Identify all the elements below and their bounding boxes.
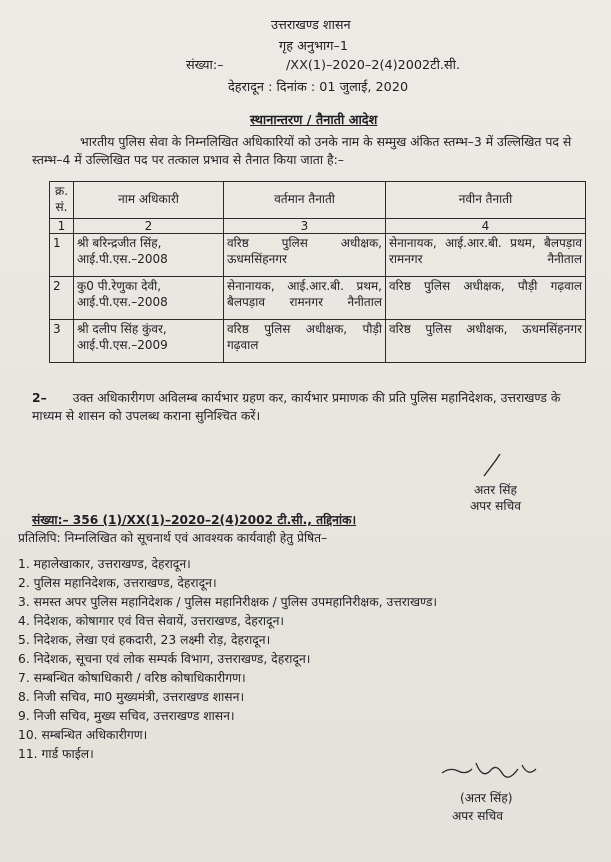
list-item: 6. निदेशक, सूचना एवं लोक सम्पर्क विभाग, उत्तराखण्ड, देहरादून।: [18, 652, 311, 666]
order-number: /XX(1)–2020–2(4)2002टी.सी.: [286, 58, 461, 73]
compliance-paragraph: [32, 389, 592, 425]
cell-sn: 1: [50, 234, 74, 277]
col-header-new: नवीन तैनाती: [386, 182, 586, 219]
cell-new: वरिष्ठ पुलिस अधीक्षक, पौड़ी गढ़वाल: [386, 277, 586, 320]
table-row: [50, 320, 586, 363]
table-row: [50, 234, 586, 277]
govt-heading: उत्तराखण्ड शासन: [271, 18, 351, 33]
cell-sn: 2: [50, 277, 74, 320]
signatory-designation: अपर सचिव: [452, 808, 504, 823]
cell-name: श्री बरिन्द्रजीत सिंह, आई.पी.एस.–2008: [74, 234, 224, 277]
compliance-text: उक्त अधिकारीगण अविलम्ब कार्यभार ग्रहण कर, कार्यभार प्रमाणक की प्रति पुलिस महानिदेशक, उत्तराखण्ड के माध्यम से शासन को उपलब्ध कराना सुनिश्चित करें।: [32, 390, 561, 423]
col-header-current: वर्तमान तैनाती: [224, 182, 386, 219]
list-item: 2. पुलिस महानिदेशक, उत्तराखण्ड, देहरादून।: [18, 576, 217, 590]
col-number: 4: [386, 219, 586, 234]
transfer-table: [49, 181, 586, 363]
intro-paragraph: भारतीय पुलिस सेवा के निम्नलिखित अधिकारियों को उनके नाम के सम्मुख अंकित स्तम्भ–3 में उल्लिखित पद से स्तम्भ–4 में उल्लिखित पद पर तत्काल प्रभाव से तैनात किया जाता है:–: [32, 134, 572, 167]
signature-block-2: [432, 765, 513, 823]
col-number: 2: [74, 219, 224, 234]
cell-name: कु0 पी.रेणुका देवी, आई.पी.एस.–2008: [74, 277, 224, 320]
signature-scribble-icon: [476, 452, 516, 478]
place-date: देहरादून : दिनांक : 01 जुलाई, 2020: [228, 80, 409, 95]
signature-block-1: [470, 452, 522, 515]
list-item: 7. सम्बन्धित कोषाधिकारी / वरिष्ठ कोषाधिकारीगण।: [18, 671, 246, 685]
copy-reference: संख्या:– 356 (1)/XX(1)–2020–2(4)2002 टी.सी., तद्दिनांक।: [32, 513, 357, 527]
signatory-name: अतर सिंह: [474, 482, 517, 497]
order-number-label: संख्या:–: [186, 58, 224, 73]
list-item: 8. निजी सचिव, मा0 मुख्यमंत्री, उत्तराखण्ड शासन।: [18, 690, 245, 704]
list-item: 9. निजी सचिव, मुख्य सचिव, उत्तराखण्ड शासन।: [18, 709, 235, 723]
order-title: स्थानान्तरण / तैनाती आदेश: [250, 113, 378, 128]
cell-name: श्री दलीप सिंह कुंवर, आई.पी.एस.–2009: [74, 320, 224, 363]
list-item: 5. निदेशक, लेखा एवं हकदारी, 23 लक्ष्मी रोड़, देहरादून।: [18, 633, 271, 647]
list-item: 1. महालेखाकार, उत्तराखण्ड, देहरादून।: [18, 557, 191, 571]
cell-current: वरिष्ठ पुलिस अधीक्षक, ऊधमसिंहनगर: [224, 234, 386, 277]
col-header-sn: क्र. सं.: [50, 182, 74, 219]
list-item: 11. गार्ड फाईल।: [18, 747, 94, 761]
col-number: 3: [224, 219, 386, 234]
cell-current: सेनानायक, आई.आर.बी. प्रथम, बैलपड़ाव रामनगर नैनीताल: [224, 277, 386, 320]
list-item: 3. समस्त अपर पुलिस महानिदेशक / पुलिस महानिरीक्षक / पुलिस उपमहानिरीक्षक, उत्तराखण्ड।: [18, 595, 438, 609]
cell-new: वरिष्ठ पुलिस अधीक्षक, ऊधमसिंहनगर: [386, 320, 586, 363]
table-row: [50, 277, 586, 320]
signatory-designation: अपर सचिव: [470, 498, 522, 513]
list-item: 4. निदेशक, कोषागार एवं वित्त सेवायें, उत्तराखण्ड, देहरादून।: [18, 614, 285, 628]
list-item: 10. सम्बन्धित अधिकारीगण।: [18, 728, 148, 742]
col-header-name: नाम अधिकारी: [74, 182, 224, 219]
paragraph-number: 2–: [32, 390, 47, 405]
signatory-name: (अतर सिंह): [460, 791, 513, 805]
section-heading: गृह अनुभाग–1: [279, 39, 349, 54]
recipient-list: [18, 555, 437, 764]
cell-sn: 3: [50, 320, 74, 363]
col-number: 1: [50, 219, 74, 234]
copy-intro: प्रतिलिपि: निम्नलिखित को सूचनार्थ एवं आवश्यक कार्यवाही हेतु प्रेषित–: [18, 531, 328, 545]
cell-new: सेनानायक, आई.आर.बी. प्रथम, बैलपड़ाव रामनगर नैनीताल: [386, 234, 586, 277]
cell-current: वरिष्ठ पुलिस अधीक्षक, पौड़ी गढ़वाल: [224, 320, 386, 363]
signature-scribble-icon: [436, 757, 546, 787]
